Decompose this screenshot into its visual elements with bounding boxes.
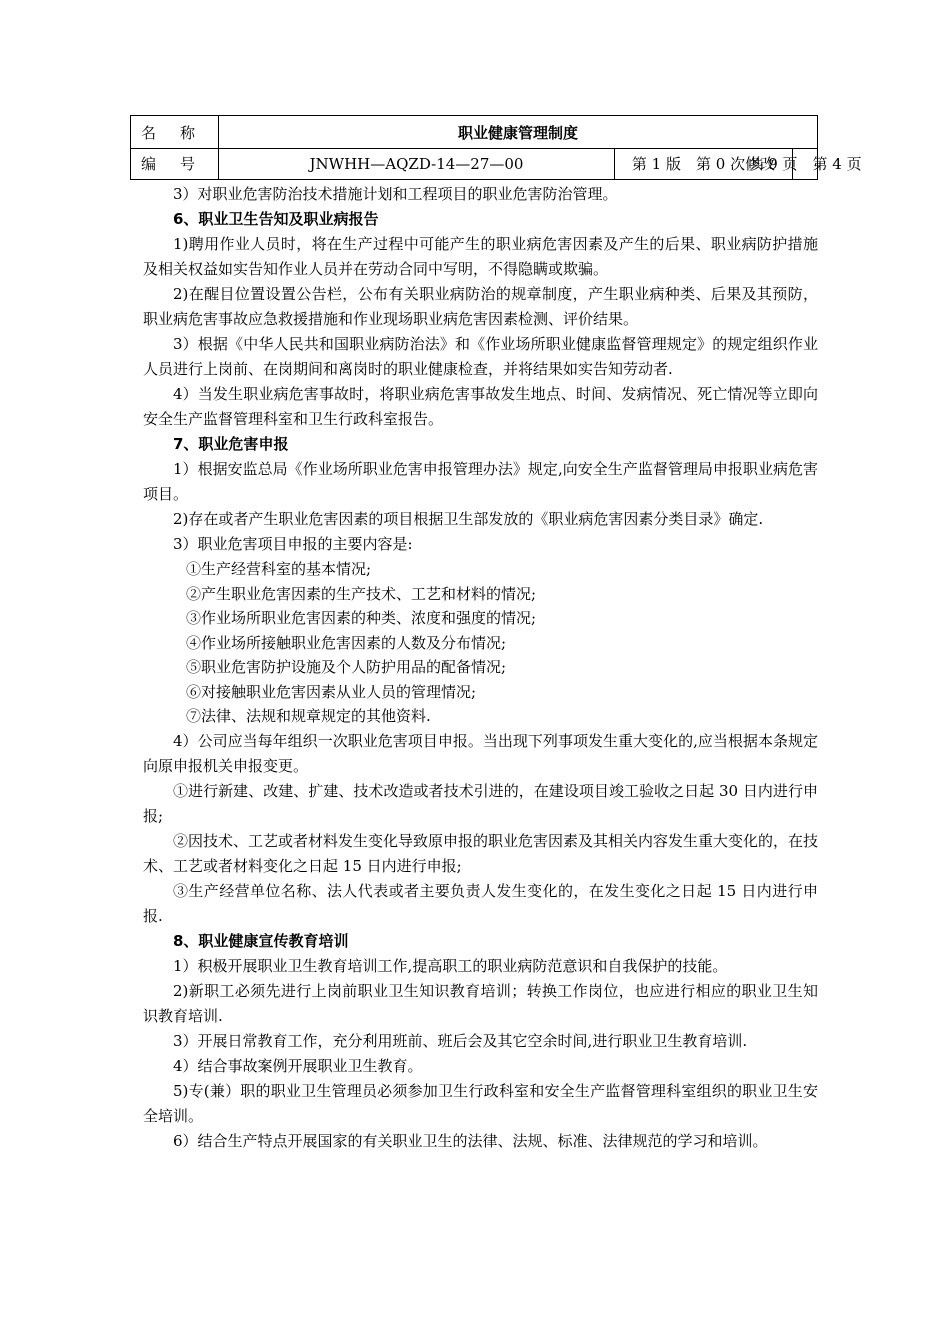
- code-label: 编号: [131, 148, 219, 179]
- paragraph: ①进行新建、改建、扩建、技术改造或者技术引进的，在建设项目竣工验收之日起 30 日内进行申报;: [143, 781, 818, 825]
- paragraph: 1)聘用作业人员时，将在生产过程中可能产生的职业病危害因素及产生的后果、职业病防护措施及相关权益如实告知作业人员并在劳动合同中写明，不得隐瞒或欺骗。: [143, 235, 818, 278]
- paragraph: 3）根据《中华人民共和国职业病防治法》和《作业场所职业健康监督管理规定》的规定组织作业人员进行上岗前、在岗期间和离岗时的职业健康检查，并将结果如实告知劳动者.: [143, 335, 818, 378]
- paragraph: 3）对职业危害防治技术措施计划和工程项目的职业危害防治管理。: [173, 185, 618, 203]
- header-row-code: [131, 148, 862, 179]
- paragraph: ②因技术、工艺或者材料发生变化导致原申报的职业危害因素及其相关内容发生重大变化的，在技术、工艺或者材料变化之日起 15 日内进行申报;: [143, 831, 819, 875]
- list-item: ⑦法律、法规和规章规定的其他资料.: [186, 707, 431, 725]
- document-code: JNWHH—AQZD-14—27—00: [219, 148, 615, 179]
- list-item: ③作业场所职业危害因素的种类、浓度和强度的情况;: [186, 609, 537, 627]
- header-row-name: [131, 116, 817, 149]
- section-heading-8: 8、职业健康宣传教育培训: [173, 931, 349, 950]
- paragraph: 1）根据安监总局《作业场所职业危害申报管理办法》规定,向安全生产监督管理局申报职业病危害项目。: [143, 460, 818, 503]
- version-info: 第 1 版 第 0 次修改: [615, 148, 793, 179]
- paragraph: 4）公司应当每年组织一次职业危害项目申报。当出现下列事项发生重大变化的,应当根据本条规定向原申报机关申报变更。: [143, 731, 818, 775]
- section-heading-6: 6、职业卫生告知及职业病报告: [173, 210, 379, 228]
- paragraph: ③生产经营单位名称、法人代表或者主要负责人发生变化的，在发生变化之日起 15 日内进行申报.: [143, 881, 818, 925]
- document-header-table: [130, 115, 862, 180]
- paragraph: 3）开展日常教育工作，充分利用班前、班后会及其它空余时间,进行职业卫生教育培训.: [173, 1031, 748, 1050]
- document-body: [143, 182, 818, 1154]
- paragraph: 4）结合事故案例开展职业卫生教育。: [173, 1056, 423, 1075]
- paragraph: 5)专(兼）职的职业卫生管理员必须参加卫生行政科室和安全生产监督管理科室组织的职业卫生安全培训。: [143, 1081, 818, 1125]
- paragraph: 3）职业危害项目申报的主要内容是:: [173, 535, 413, 553]
- document-title: 职业健康管理制度: [457, 123, 578, 142]
- paragraph: 2)在醒目位置设置公告栏，公布有关职业病防治的规章制度，产生职业病种类、后果及其预防，职业病危害事故应急救援措施和作业现场职业病危害因素检测、评价结果。: [143, 285, 818, 328]
- paragraph: 2)存在或者产生职业危害因素的项目根据卫生部发放的《职业病危害因素分类目录》确定.: [173, 510, 764, 528]
- paragraph: 1）积极开展职业卫生教育培训工作,提高职工的职业病防范意识和自我保护的技能。: [173, 956, 728, 975]
- list-item: ④作业场所接触职业危害因素的人数及分布情况;: [186, 633, 507, 652]
- list-item: ①生产经营科室的基本情况;: [186, 560, 372, 578]
- section-heading-7: 7、职业危害申报: [173, 435, 289, 453]
- paragraph: 4）当发生职业病危害事故时，将职业病危害事故发生地点、时间、发病情况、死亡情况等立即向安全生产监督管理科室和卫生行政科室报告。: [143, 385, 818, 428]
- name-label: 名称: [131, 116, 219, 148]
- list-item: ⑤职业危害防护设施及个人防护用品的配备情况;: [186, 658, 507, 676]
- list-item: ⑥对接触职业危害因素从业人员的管理情况;: [186, 682, 477, 701]
- page-info: 共 9 页 第 4 页: [748, 155, 862, 173]
- paragraph: 6）结合生产特点开展国家的有关职业卫生的法律、法规、标准、法律规范的学习和培训。: [173, 1131, 768, 1150]
- paragraph: 2)新职工必须先进行上岗前职业卫生知识教育培训；转换工作岗位，也应进行相应的职业卫生知识教育培训.: [143, 981, 818, 1025]
- list-item: ②产生职业危害因素的生产技术、工艺和材料的情况;: [186, 584, 537, 603]
